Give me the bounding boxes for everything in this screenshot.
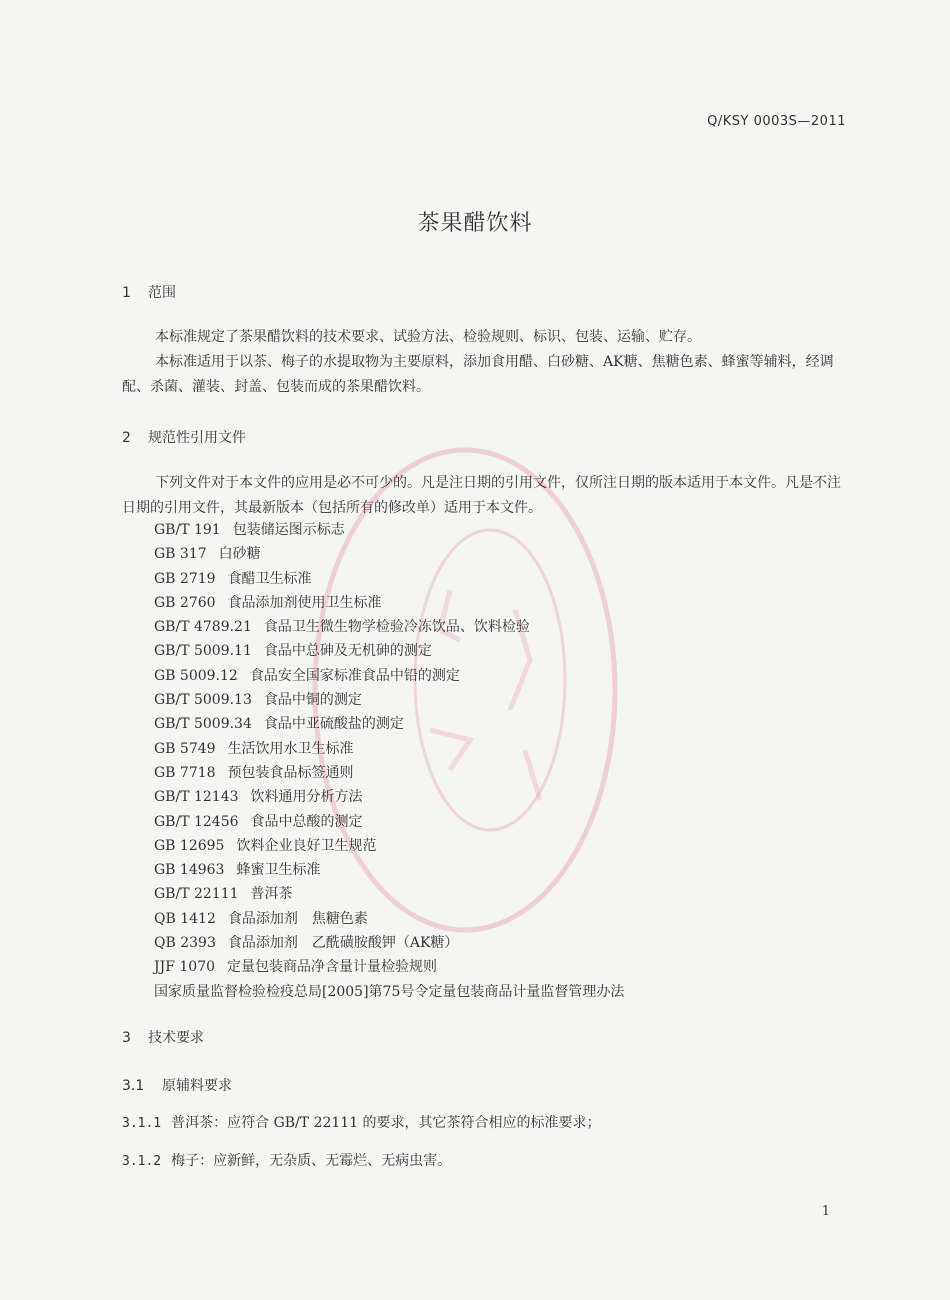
reference-title: 食品中总砷及无机砷的测定 [263, 643, 432, 660]
reference-title: 白砂糖 [218, 546, 261, 563]
reference-title: 包装储运图示标志 [232, 522, 345, 538]
reference-code: QB 2393 [154, 935, 216, 952]
reference-item [154, 518, 624, 542]
reference-code: GB 5749 [154, 740, 216, 757]
reference-code: GB 7718 [154, 764, 216, 781]
standard-code: Q/KSY 0003S—2011 [707, 114, 846, 129]
reference-title: 普洱茶 [250, 886, 293, 903]
subsection-number: 3.1 [122, 1078, 145, 1094]
reference-item [154, 834, 624, 858]
section-1-paragraph-2: 本标准适用于以茶、梅子的水提取物为主要原料，添加食用醋、白砂糖、AK糖、焦糖色素、蜂蜜等辅料，经调配、杀菌、灌装、封盖、包装而成的茶果醋饮料。 [122, 354, 834, 395]
reference-code: JJF 1070 [154, 959, 216, 976]
clause-3-1-2 [122, 1150, 451, 1170]
document-title: 茶果醋饮料 [417, 211, 533, 236]
page-number: 1 [821, 1204, 830, 1219]
reference-title: 食品中铜的测定 [263, 692, 362, 709]
section-number: 3 [122, 1030, 131, 1046]
reference-code: QB 1412 [154, 910, 216, 927]
reference-code: GB/T 191 [154, 522, 221, 538]
reference-code: GB/T 5009.13 [154, 692, 252, 709]
reference-title: 食品添加剂 焦糖色素 [227, 910, 368, 927]
clause-text: 梅子：应新鲜，无杂质、无霉烂、无病虫害。 [171, 1153, 452, 1169]
section-title: 规范性引用文件 [148, 430, 246, 446]
reference-code: GB 317 [154, 546, 207, 563]
reference-code: GB/T 5009.34 [154, 716, 252, 733]
reference-item [154, 980, 624, 1004]
section-1-heading [122, 282, 176, 302]
reference-title: 食醋卫生标准 [227, 570, 312, 587]
reference-code: GB/T 5009.11 [154, 643, 252, 660]
reference-item [154, 882, 624, 906]
clause-text: 普洱茶：应符合 GB/T 22111 的要求，其它茶符合相应的标准要求； [171, 1115, 601, 1131]
clause-number: 3.1.1 [122, 1116, 162, 1131]
section-3-heading [122, 1027, 204, 1047]
reference-title: 食品安全国家标准食品中铅的测定 [249, 667, 460, 684]
reference-item [154, 591, 624, 615]
normative-reference-list [154, 518, 624, 1004]
reference-title: 食品添加剂使用卫生标准 [227, 594, 382, 611]
reference-item [154, 567, 624, 591]
reference-title: 食品添加剂 乙酰磺胺酸钾（AK糖） [227, 935, 459, 952]
reference-code: GB/T 12143 [154, 789, 239, 806]
reference-title: 预包装食品标签通则 [227, 764, 354, 781]
section-title: 技术要求 [148, 1030, 204, 1046]
reference-title: 食品中亚硫酸盐的测定 [263, 716, 404, 733]
reference-code: GB 14963 [154, 862, 225, 879]
reference-item [154, 955, 624, 979]
reference-title: 食品中总酸的测定 [250, 813, 363, 830]
reference-code: GB 5009.12 [154, 667, 238, 684]
reference-item [154, 761, 624, 785]
reference-item [154, 664, 624, 688]
clause-number: 3.1.2 [122, 1154, 162, 1169]
subsection-3-1-heading [122, 1075, 232, 1095]
reference-item [154, 785, 624, 809]
reference-title: 饮料企业良好卫生规范 [236, 837, 377, 854]
reference-code: GB 2719 [154, 570, 216, 587]
reference-code: GB/T 22111 [154, 886, 239, 903]
section-title: 范围 [148, 285, 176, 301]
reference-item [154, 639, 624, 663]
reference-item [154, 931, 624, 955]
section-2-heading [122, 427, 246, 447]
reference-title: 定量包装商品净含量计量检验规则 [227, 959, 438, 976]
reference-item [154, 858, 624, 882]
subsection-title: 原辅料要求 [162, 1078, 232, 1094]
reference-item [154, 712, 624, 736]
reference-title: 食品卫生微生物学检验冷冻饮品、饮料检验 [263, 619, 530, 636]
clause-3-1-1 [122, 1112, 601, 1132]
reference-title: 生活饮用水卫生标准 [227, 740, 354, 757]
reference-item [154, 688, 624, 712]
section-number: 1 [122, 285, 131, 301]
reference-item [154, 542, 624, 566]
reference-item [154, 810, 624, 834]
section-1-paragraph-1: 本标准规定了茶果醋饮料的技术要求、试验方法、检验规则、标识、包装、运输、贮存。 [155, 329, 701, 345]
section-number: 2 [122, 430, 131, 446]
reference-title: 国家质量监督检验检疫总局[2005]第75号令定量包装商品计量监督管理办法 [154, 983, 625, 1000]
reference-code: GB 2760 [154, 594, 216, 611]
reference-code: GB/T 12456 [154, 813, 239, 830]
reference-item [154, 907, 624, 931]
reference-code: GB/T 4789.21 [154, 619, 252, 636]
reference-title: 饮料通用分析方法 [250, 789, 363, 806]
reference-item [154, 737, 624, 761]
reference-title: 蜂蜜卫生标准 [236, 862, 321, 879]
reference-code: GB 12695 [154, 837, 225, 854]
section-2-intro: 下列文件对于本文件的应用是必不可少的。凡是注日期的引用文件，仅所注日期的版本适用于本文件。凡是不注日期的引用文件，其最新版本（包括所有的修改单）适用于本文件。 [122, 475, 841, 516]
reference-item [154, 615, 624, 639]
